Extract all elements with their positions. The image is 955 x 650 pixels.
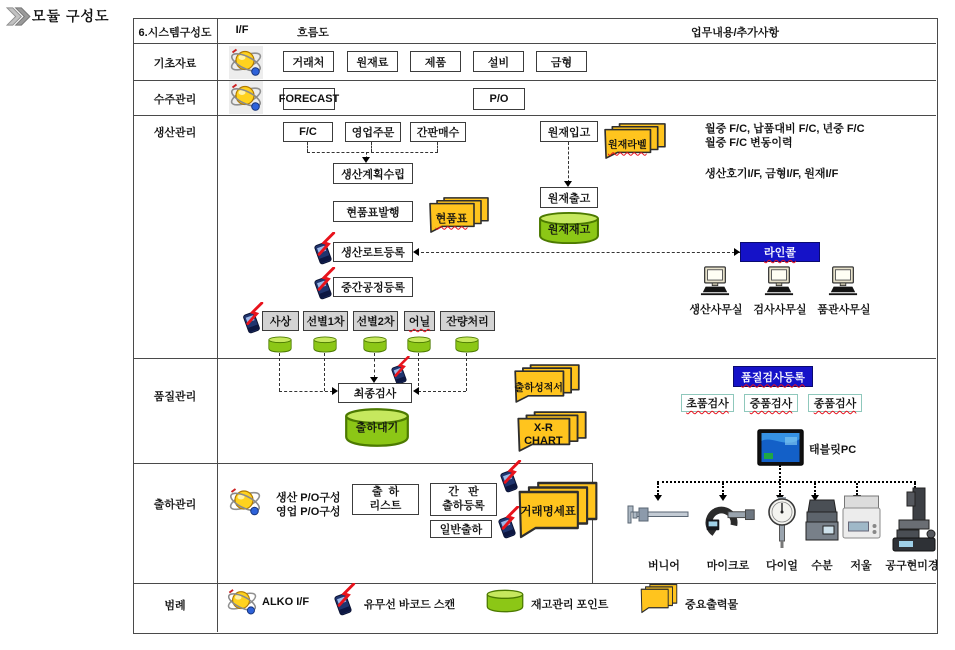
dashed-connector [437, 142, 438, 152]
ship-report-label: 출하성적서 [514, 382, 563, 394]
vernier-caliper-icon [625, 505, 690, 525]
legend-output-label: 중요출력물 [685, 599, 739, 611]
arrowhead [413, 248, 419, 256]
header-interface: I/F [235, 24, 249, 36]
row-label-basic: 기초자료 [153, 58, 197, 70]
box-material-in: 원재입고 [540, 121, 598, 142]
box-equipment: 설비 [473, 51, 524, 72]
arrowhead [719, 495, 727, 501]
note-fc-history: 월중 F/C 변동이력 [705, 137, 793, 149]
material-stock-cylinder [538, 211, 600, 245]
dashed-connector [279, 353, 280, 391]
dashed-connector [374, 353, 375, 378]
legend-stock-label: 재고관리 포인트 [531, 599, 609, 611]
box-line-call: 라인콜 [740, 242, 820, 262]
box-production-plan: 생산계획수립 [333, 163, 413, 184]
stock-cylinder-icon [486, 589, 524, 613]
box-kanban-shipping: 간 판 출하등록 [430, 483, 497, 516]
instrument-dial-label: 다이얼 [766, 560, 798, 572]
stock-cylinder-icon [363, 336, 387, 353]
office-inspection-label: 검사사무실 [753, 304, 807, 316]
dotted-connector [657, 481, 916, 483]
box-process-anneal: 어닐 [404, 311, 435, 331]
instrument-scale-label: 저울 [850, 560, 872, 572]
box-partner: 거래처 [283, 51, 334, 72]
office-qc-label: 품관사무실 [817, 304, 871, 316]
stock-cylinder-icon [455, 336, 479, 353]
barcode-scanner-icon [330, 583, 356, 616]
grid-line [133, 43, 936, 44]
computer-icon [828, 266, 858, 296]
dotted-connector [779, 483, 781, 495]
grid-line [133, 115, 936, 116]
box-quality-registration: 품질검사등록 [733, 366, 813, 387]
dial-gauge-icon [766, 497, 798, 549]
note-fc: 월중 F/C, 납품대비 F/C, 년중 F/C [705, 123, 865, 135]
tag-doc-stack [428, 196, 490, 234]
dashed-connector [324, 353, 325, 391]
instrument-vernier-label: 버니어 [648, 560, 680, 572]
row-label-legend: 범례 [164, 600, 186, 612]
tablet-pc-label: 태블릿PC [809, 444, 857, 456]
invoice-label: 거래명세표 [520, 505, 576, 518]
grid-line [217, 18, 218, 632]
row-label-shipping: 출하관리 [153, 499, 197, 511]
shipping-po-line1: 생산 P/O구성 [276, 492, 341, 504]
note-interfaces: 생산호기I/F, 금형I/F, 원재I/F [705, 168, 839, 180]
row-label-quality: 품질관리 [153, 391, 197, 403]
box-middle-inspection: 중품검사 [744, 394, 798, 412]
instrument-micro-label: 마이크로 [706, 560, 750, 572]
tool-microscope-icon [885, 486, 940, 556]
dotted-connector [657, 483, 659, 495]
box-last-inspection: 종품검사 [808, 394, 862, 412]
box-mid-process: 중간공정등록 [333, 277, 413, 297]
box-tag-issue: 현품표발행 [333, 201, 413, 222]
box-raw-material: 원재료 [347, 51, 398, 72]
row-label-order: 수주관리 [153, 94, 197, 106]
barcode-scanner-icon [387, 356, 411, 385]
material-stock-label: 원재재고 [547, 224, 591, 237]
header-flow: 흐름도 [297, 27, 329, 39]
box-sales-order: 영업주문 [345, 122, 401, 142]
alko-interface-icon [228, 486, 262, 518]
header-notes: 업무내용/추가사항 [690, 27, 780, 39]
tablet-pc-icon [757, 429, 804, 466]
computer-icon [700, 266, 730, 296]
box-final-inspection: 최종검사 [338, 383, 412, 403]
document-stack-icon [640, 583, 678, 614]
box-process-sort1: 선별1차 [303, 311, 348, 331]
dotted-connector [814, 483, 816, 495]
arrowhead [413, 387, 419, 395]
instrument-moisture-label: 수분 [811, 560, 833, 572]
dashed-connector [371, 142, 372, 152]
ship-report-stack [513, 363, 581, 404]
moisture-meter-icon [803, 498, 841, 543]
stock-cylinder-icon [407, 336, 431, 353]
box-mold: 금형 [536, 51, 587, 72]
box-process-sasang: 사상 [262, 311, 299, 331]
dashed-connector [279, 391, 333, 392]
box-product: 제품 [410, 51, 461, 72]
dashed-connector [307, 142, 308, 152]
box-first-inspection: 초품검사 [681, 394, 734, 412]
legend-alko-label: ALKO I/F [262, 596, 310, 608]
stock-cylinder-icon [313, 336, 337, 353]
office-production-label: 생산사무실 [689, 304, 743, 316]
invoice-stack [517, 480, 599, 540]
xr-chart-label: X-R CHART [524, 422, 563, 448]
alko-interface-icon [226, 587, 258, 617]
alko-interface-icon [229, 46, 263, 79]
grid-line [133, 463, 592, 464]
material-label-text: 원재라벨 [607, 140, 647, 152]
grid-line [133, 358, 936, 359]
dashed-connector [418, 391, 466, 392]
dashed-connector [418, 353, 419, 391]
box-process-sort2: 선별2차 [353, 311, 398, 331]
row-label-production: 생산관리 [153, 127, 197, 139]
box-po: P/O [473, 88, 525, 110]
ship-wait-label: 출하대기 [355, 422, 399, 435]
box-material-out: 원재출고 [540, 187, 598, 208]
double-chevron-icon [6, 6, 31, 27]
weighing-scale-icon [841, 492, 882, 546]
dotted-connector [779, 465, 781, 481]
material-label-stack [603, 122, 667, 160]
ship-wait-cylinder [344, 407, 410, 448]
dashed-connector [416, 252, 740, 253]
shipping-po-line2: 영업 P/O구성 [276, 506, 341, 518]
box-fc: F/C [283, 122, 333, 142]
box-lot-registration: 생산로트등록 [333, 242, 413, 262]
box-kanban-qty: 간판매수 [410, 122, 466, 142]
dashed-connector [307, 152, 438, 153]
instrument-microscope-label: 공구현미경 [885, 560, 939, 572]
arrowhead [654, 495, 662, 501]
dashed-connector [568, 142, 569, 183]
box-normal-shipping: 일반출하 [430, 520, 492, 538]
tag-doc-label: 현품표 [435, 213, 468, 226]
stock-cylinder-icon [268, 336, 292, 353]
xr-chart-stack [516, 410, 588, 453]
box-process-remainder: 잔량처리 [440, 311, 495, 331]
grid-line [133, 583, 936, 584]
computer-icon [764, 266, 794, 296]
dotted-connector [722, 483, 724, 495]
legend-scan-label: 유무선 바코드 스캔 [364, 599, 456, 611]
barcode-scanner-icon [239, 302, 264, 334]
header-system: 6.시스템구성도 [138, 27, 212, 39]
box-ship-list: 출 하 리스트 [352, 484, 419, 515]
micrometer-icon [700, 504, 757, 537]
alko-interface-icon [229, 81, 263, 114]
page-title: 모듈 구성도 [32, 8, 110, 24]
box-forecast: FORECAST [283, 88, 335, 110]
dashed-connector [466, 353, 467, 391]
